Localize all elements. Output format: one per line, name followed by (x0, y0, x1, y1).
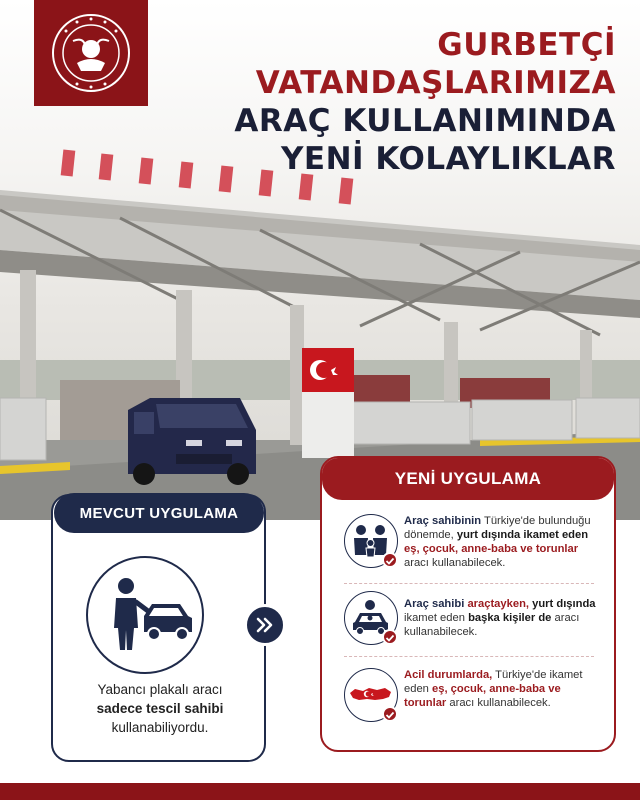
item-2-abroad: yurt dışında (529, 598, 596, 610)
current-text-line-1: Yabancı plakalı aracı (97, 682, 223, 697)
item-2-in-car: araçtayken, (467, 598, 530, 610)
current-text-bold: sadece tescil sahibi (96, 701, 224, 716)
item-1-relatives: eş, çocuk, anne-baba ve torunlar (404, 543, 579, 555)
current-text-line-3: kullanabiliyordu. (111, 720, 209, 735)
item-1-abroad: yurt dışında ikamet eden (456, 529, 589, 541)
title-line-2: VATANDAŞLARIMIZA (255, 65, 616, 101)
item-2-owner: Araç sahibi (404, 598, 465, 610)
owner-icon-circle (86, 556, 204, 674)
item-2-text-a: ikamet eden (404, 612, 469, 624)
new-item-2-text (404, 597, 604, 639)
divider (344, 583, 594, 584)
check-icon (382, 706, 398, 722)
item-3-emergency: Acil durumlarda, (404, 669, 493, 681)
title-line-1: GURBETÇİ (437, 27, 616, 63)
next-arrow (244, 604, 286, 646)
person-with-car-icon (88, 558, 202, 672)
item-3-text-a: Türkiye'de ikamet eden (404, 669, 583, 695)
current-practice-title: MEVCUT UYGULAMA (54, 493, 264, 533)
current-practice-text (60, 680, 260, 737)
check-icon (382, 629, 398, 645)
item-2-others: başka kişiler de (468, 612, 552, 624)
van-illustration (128, 398, 256, 485)
item-1-text-a: Türkiye'de bulunduğu dönemde, (404, 515, 591, 541)
divider (344, 656, 594, 657)
new-item-1-text (404, 514, 604, 570)
item-3-text-b: aracı kullanabilecek. (446, 697, 551, 709)
new-item-3-text (404, 668, 604, 710)
double-chevron-right-icon (255, 615, 275, 635)
item-1-owner: Araç sahibinin (404, 515, 482, 527)
title-line-3: ARAÇ KULLANIMINDA (234, 103, 616, 139)
item-2-text-b: aracı kullanabilecek. (404, 612, 580, 638)
title-line-4: YENİ KOLAYLIKLAR (280, 141, 616, 177)
new-practice-title: YENİ UYGULAMA (322, 458, 614, 500)
ministry-logo (34, 0, 148, 106)
footer-bar (0, 783, 640, 800)
ministry-seal-icon (49, 11, 133, 95)
item-3-relatives: eş, çocuk, anne-baba ve torunlar (404, 683, 561, 709)
item-1-text-b: aracı kullanabilecek. (404, 557, 506, 569)
check-icon (382, 552, 398, 568)
page-title (234, 26, 616, 178)
